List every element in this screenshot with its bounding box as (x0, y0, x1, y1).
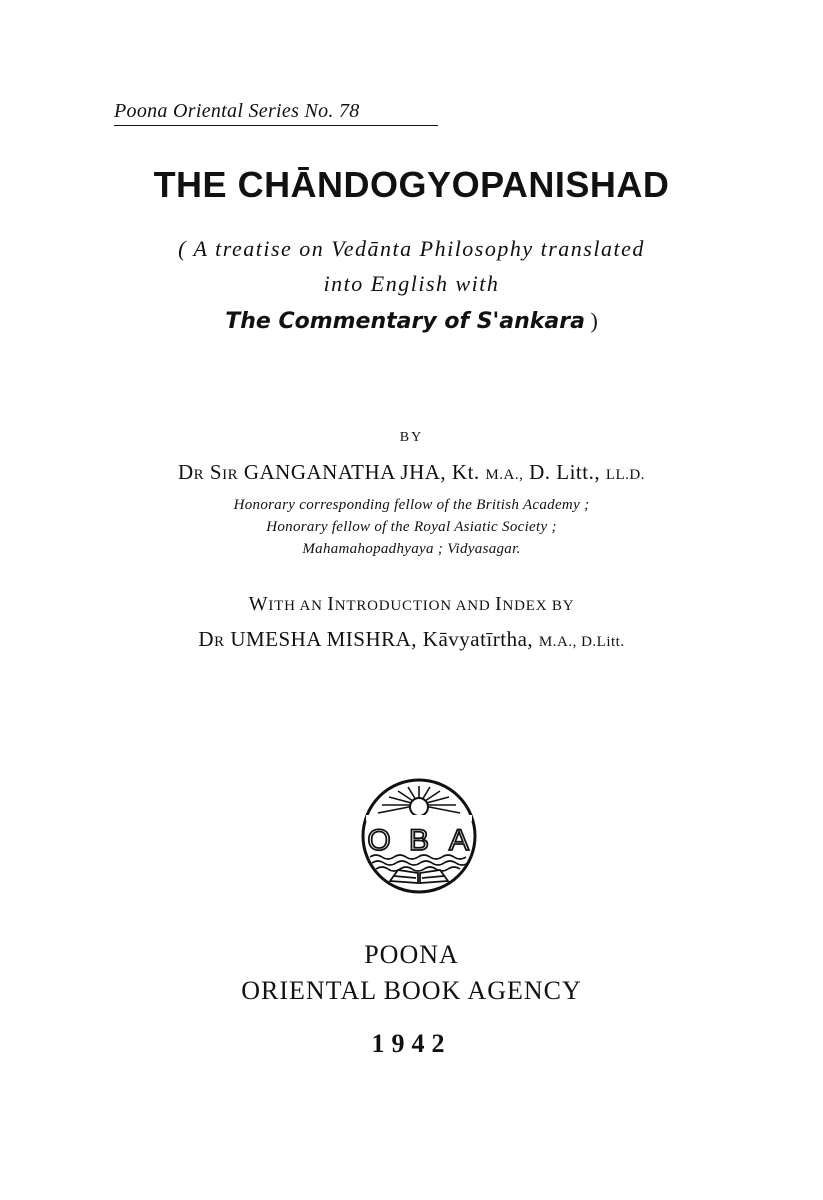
commentary-title: The Commentary of S'ankara (225, 309, 585, 334)
intro-introduction-and: NTRODUCTION AND (334, 598, 496, 614)
logo-letter-o: O (367, 824, 391, 857)
waves-icon (370, 855, 468, 871)
subtitle-line-3 (0, 308, 823, 334)
by-label: BY (399, 430, 424, 445)
intro-with-an: ITH AN (268, 598, 328, 614)
author-degree-ma: M.A., (485, 467, 524, 483)
author-degree-dlitt: D. Litt., (523, 460, 606, 484)
honor-line-1: Honorary corresponding fellow of the British Academy ; (233, 497, 590, 513)
author-degree-lld: LL.D. (605, 467, 646, 483)
logo-letter-b: B (408, 824, 430, 857)
subtitle-line-2: into English with (323, 271, 500, 296)
author-title: Dr Sir (177, 460, 239, 484)
honor-line-3: Mahamahopadhyaya ; Vidyasagar. (302, 541, 521, 557)
editor-degree-ma: M.A., (538, 634, 577, 650)
editor-title: Dr (198, 627, 225, 651)
imprint-publisher: ORIENTAL BOOK AGENCY (241, 976, 582, 1005)
subtitle-close-paren: ) (584, 308, 598, 333)
sun-icon (410, 798, 428, 816)
subtitle-line-1: ( A treatise on Vedānta Philosophy translated (178, 236, 645, 261)
oba-publisher-emblem-icon (360, 777, 478, 895)
imprint-city: POONA (364, 940, 459, 969)
imprint-year: 1942 (371, 1029, 452, 1058)
editor-degree-dlitt: D.Litt. (576, 634, 625, 650)
honor-line-2: Honorary fellow of the Royal Asiatic Society ; (266, 519, 557, 535)
series-label: Poona Oriental Series No. 78 (114, 100, 438, 126)
intro-w: W (248, 593, 269, 615)
author-name: GANGANATHA JHA, Kt. (238, 460, 486, 484)
book-title: THE CHĀNDOGYOPANISHAD (153, 164, 670, 205)
introduction-credit (0, 593, 823, 616)
logo-letter-a: A (448, 824, 470, 857)
open-book-icon (390, 870, 448, 883)
editor-name: UMESHA MISHRA, Kāvyatīrtha, (224, 627, 539, 651)
intro-index-by: NDEX BY (502, 598, 575, 614)
intro-i2: I (495, 593, 503, 615)
editor-line (0, 627, 823, 652)
author-line (0, 460, 823, 485)
intro-i1: I (327, 593, 335, 615)
